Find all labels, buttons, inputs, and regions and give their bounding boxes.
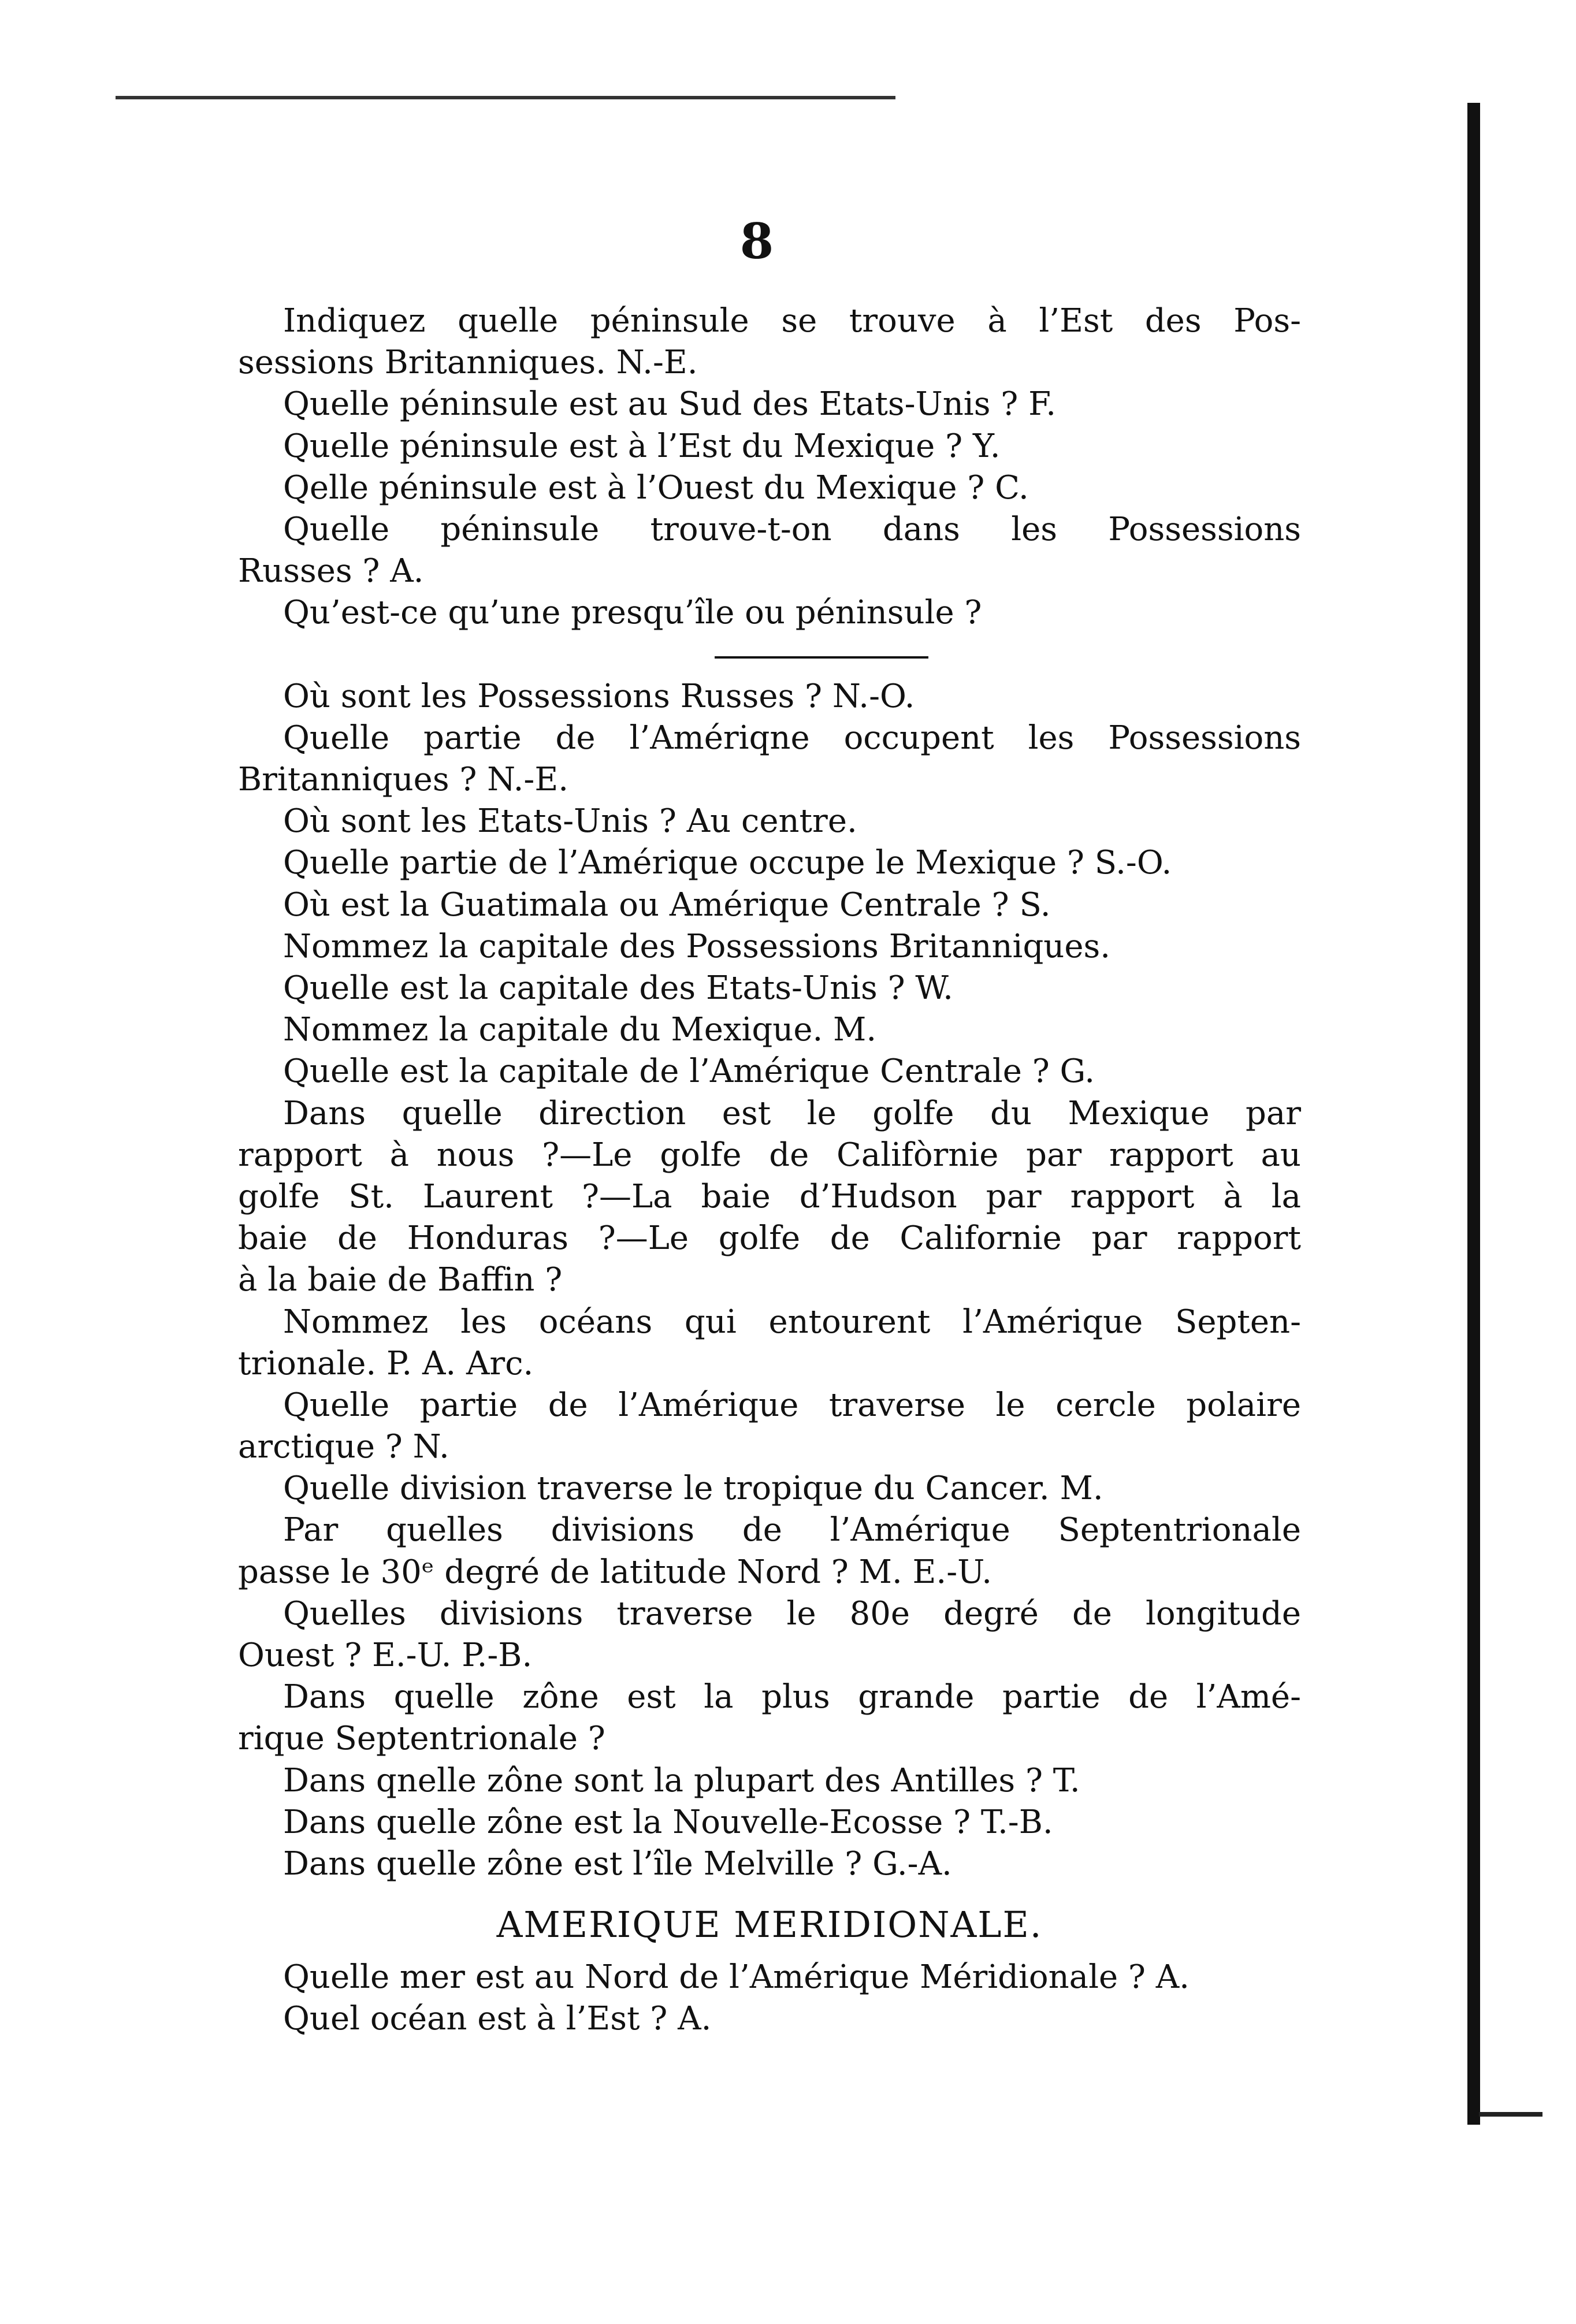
text-line: Quelle péninsule est au Sud des Etats-Unis ? F. xyxy=(283,385,1057,423)
text-line: Quelle division traverse le tropique du Cancer. M. xyxy=(283,1470,1103,1508)
text-line: Quel océan est à l’Est ? A. xyxy=(283,2000,712,2038)
text-line: Qu’est-ce qu’une presqu’île ou péninsule ? xyxy=(283,594,982,632)
text-line: rapport à nous ?—Le golfe de Califòrnie par rapport au xyxy=(238,1136,1301,1174)
text-line: sessions Britanniques. N.-E. xyxy=(238,344,698,382)
text-line: Quelle partie de l’Amérique occupe le Mexique ? S.-O. xyxy=(283,844,1172,882)
text-line: Indiquez quelle péninsule se trouve à l’Est des Pos- xyxy=(283,302,1301,340)
text-line: Quelle mer est au Nord de l’Amérique Méridionale ? A. xyxy=(283,1958,1190,1996)
text-line: rique Septentrionale ? xyxy=(238,1720,605,1758)
page-number: 8 xyxy=(739,213,774,270)
text-line: Nommez la capitale du Mexique. M. xyxy=(283,1011,877,1049)
text-line: Quelle partie de l’Amérique traverse le cercle polaire xyxy=(283,1386,1301,1424)
text-line: Où est la Guatimala ou Amérique Centrale ? S. xyxy=(283,886,1051,924)
text-line: Dans qnelle zône sont la plupart des Antilles ? T. xyxy=(283,1761,1080,1799)
binding-edge-bar xyxy=(1467,103,1480,2125)
text-line: Quelle partie de l’Amériqne occupent les Possessions xyxy=(283,719,1301,757)
text-line: Britanniques ? N.-E. xyxy=(238,761,569,799)
text-line: Dans quelle zône est l’île Melville ? G.-A. xyxy=(283,1845,952,1883)
section-heading: AMERIQUE MERIDIONALE. xyxy=(496,1903,1043,1946)
text-line: Quelle péninsule trouve-t-on dans les Possessions xyxy=(283,510,1301,548)
text-line: Dans quelle zône est la plus grande partie de l’Amé- xyxy=(283,1678,1301,1716)
text-line: Ouest ? E.-U. P.-B. xyxy=(238,1637,533,1674)
text-line: Nommez les océans qui entourent l’Amérique Septen- xyxy=(283,1303,1301,1341)
section-divider xyxy=(238,634,1301,676)
text-line: Quelle est la capitale des Etats-Unis ? W. xyxy=(283,969,953,1007)
text-line: passe le 30ᵉ degré de latitude Nord ? M. E.-U. xyxy=(238,1553,993,1591)
text-line: Quelle péninsule est à l’Est du Mexique ? Y. xyxy=(283,427,1001,465)
text-line: Quelle est la capitale de l’Amérique Centrale ? G. xyxy=(283,1053,1095,1091)
text-line: Nommez la capitale des Possessions Britanniques. xyxy=(283,927,1111,965)
text-line: Par quelles divisions de l’Amérique Septentrionale xyxy=(283,1511,1301,1549)
body-text xyxy=(238,300,1301,2040)
text-line: Où sont les Possessions Russes ? N.-O. xyxy=(283,677,915,715)
text-line: à la baie de Baffin ? xyxy=(238,1261,563,1299)
text-line: trionale. P. A. Arc. xyxy=(238,1344,534,1382)
text-line: Dans quelle direction est le golfe du Mexique par xyxy=(283,1094,1301,1132)
text-line: golfe St. Laurent ?—La baie d’Hudson par rapport à la xyxy=(238,1177,1301,1215)
binding-edge-foot xyxy=(1479,2112,1542,2117)
top-rule xyxy=(116,96,895,99)
text-line: Russes ? A. xyxy=(238,552,424,590)
text-line: baie de Honduras ?—Le golfe de Californie par rapport xyxy=(238,1219,1301,1258)
text-line: Qelle péninsule est à l’Ouest du Mexique ? C. xyxy=(283,468,1029,507)
text-line: arctique ? N. xyxy=(238,1428,449,1466)
text-line: Dans quelle zône est la Nouvelle-Ecosse ? T.-B. xyxy=(283,1803,1053,1841)
text-line: Où sont les Etats-Unis ? Au centre. xyxy=(283,802,857,841)
text-line: Quelles divisions traverse le 80e degré de longitude xyxy=(283,1594,1301,1633)
